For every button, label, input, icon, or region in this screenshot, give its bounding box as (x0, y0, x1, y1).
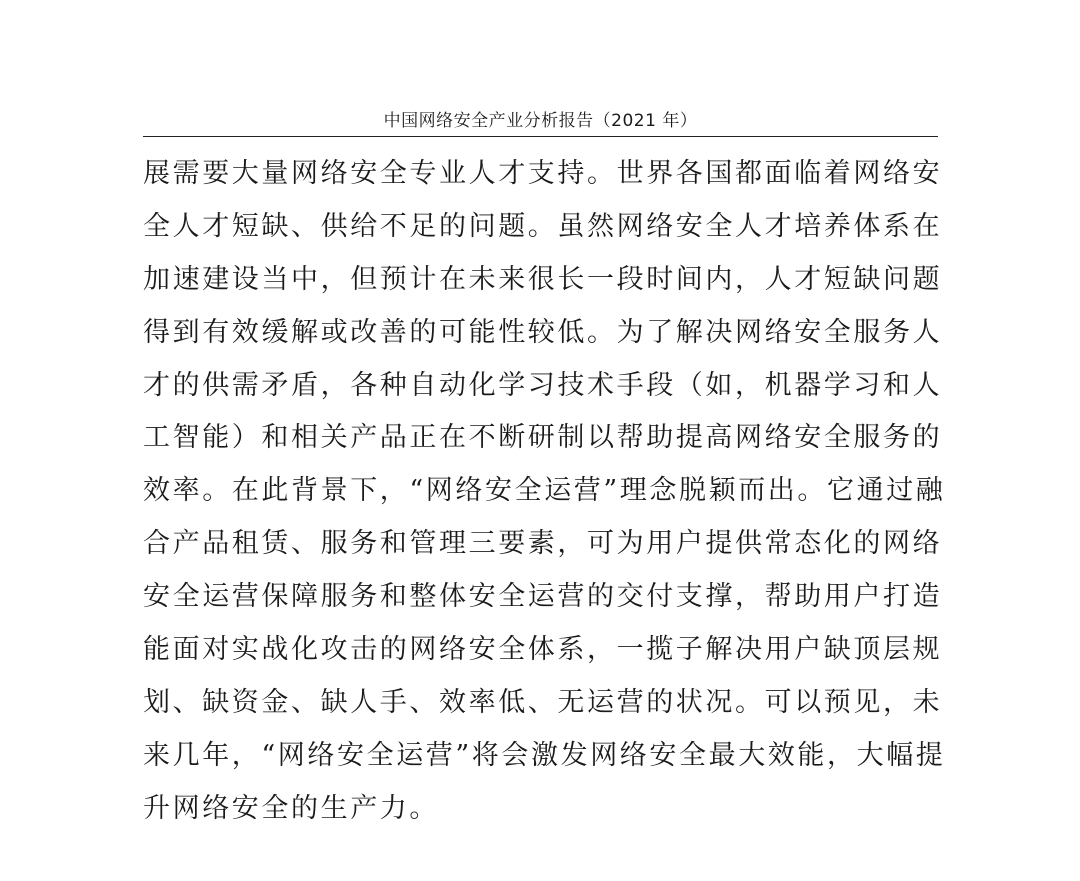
text-line: 效率。在此背景下，“网络安全运营”理念脱颖而出。它通过融 (143, 475, 946, 507)
text-line: 升网络安全的生产力。 (143, 792, 439, 824)
text-line: 来几年，“网络安全运营”将会激发网络安全最大效能，大幅提 (143, 739, 946, 771)
text-line: 才的供需矛盾，各种自动化学习技术手段（如，机器学习和人 (143, 369, 943, 401)
text-line: 工智能）和相关产品正在不断研制以帮助提高网络安全服务的 (143, 422, 943, 454)
text-line: 全人才短缺、供给不足的问题。虽然网络安全人才培养体系在 (143, 210, 943, 242)
header-divider (143, 136, 938, 137)
body-paragraph (143, 148, 946, 836)
text-line: 得到有效缓解或改善的可能性较低。为了解决网络安全服务人 (143, 316, 943, 348)
text-line: 加速建设当中，但预计在未来很长一段时间内，人才短缺问题 (143, 263, 943, 295)
text-line: 合产品租赁、服务和管理三要素，可为用户提供常态化的网络 (143, 528, 943, 560)
text-line: 安全运营保障服务和整体安全运营的交付支撑，帮助用户打造 (143, 581, 943, 613)
text-line: 展需要大量网络安全专业人才支持。世界各国都面临着网络安 (143, 158, 943, 189)
text-line: 能面对实战化攻击的网络安全体系，一揽子解决用户缺顶层规 (143, 634, 943, 666)
page-header (143, 107, 938, 137)
report-header-title: 中国网络安全产业分析报告（2021 年） (383, 111, 698, 131)
text-line: 划、缺资金、缺人手、效率低、无运营的状况。可以预见，未 (143, 686, 943, 718)
